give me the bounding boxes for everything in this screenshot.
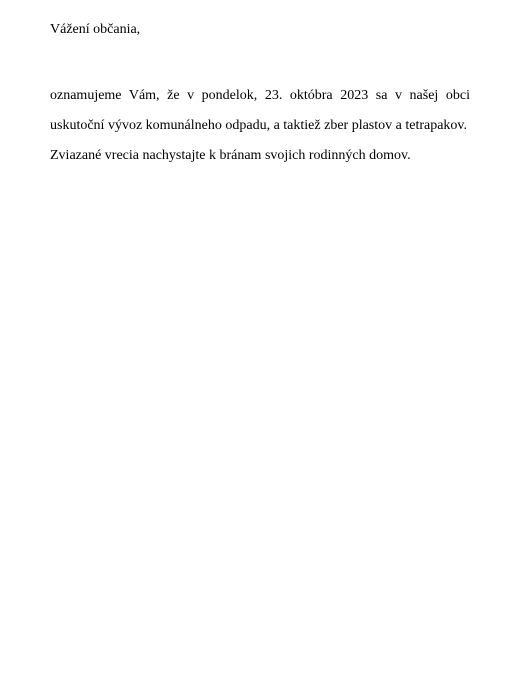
letter-line-3: Zviazané vrecia nachystajte k bránam svojich rodinných domov. xyxy=(50,148,411,163)
letter-line-2: uskutoční vývoz komunálneho odpadu, a taktiež zber plastov a tetrapakov. xyxy=(50,118,468,133)
letter-body xyxy=(50,86,470,176)
letter-line-1: oznamujeme Vám, že v pondelok, 23. októbra 2023 sa v našej obci xyxy=(50,88,470,103)
letter-salutation: Vážení občania, xyxy=(50,22,141,37)
